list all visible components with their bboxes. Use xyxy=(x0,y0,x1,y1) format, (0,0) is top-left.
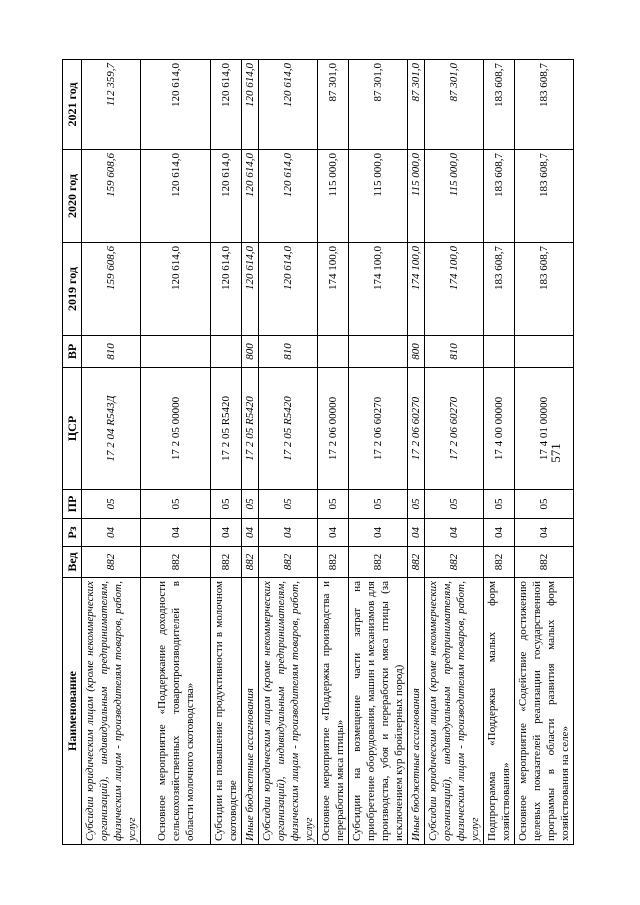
cell-2019: 183 608,7 xyxy=(515,243,574,336)
cell-vr: 800 xyxy=(408,336,425,368)
cell-ved: 882 xyxy=(349,547,408,578)
cell-csr: 17 2 05 R5420 xyxy=(211,368,242,490)
cell-vr xyxy=(349,336,408,368)
cell-rz: 04 xyxy=(408,519,425,547)
cell-2019: 174 100,0 xyxy=(408,243,425,336)
cell-name: Основное мероприятие «Поддержание доходности сельскохозяйственных товаропроизводителей в области молочного скотоводства» xyxy=(141,578,211,845)
cell-2020: 120 614,0 xyxy=(242,150,259,243)
cell-csr: 17 2 06 60270 xyxy=(349,368,408,490)
cell-csr: 17 2 05 00000 xyxy=(141,368,211,490)
cell-name: Основное мероприятие «Поддержка производства и переработки мяса птицы» xyxy=(318,578,349,845)
cell-vr: 800 xyxy=(242,336,259,368)
cell-2021: 87 301,0 xyxy=(349,60,408,150)
col-header-2021: 2021 год xyxy=(63,60,82,150)
table-row xyxy=(349,60,408,845)
cell-ved: 882 xyxy=(515,547,574,578)
cell-pr: 05 xyxy=(425,490,484,519)
cell-ved: 882 xyxy=(141,547,211,578)
cell-csr: 17 2 06 60270 xyxy=(425,368,484,490)
table-row xyxy=(211,60,242,845)
cell-vr xyxy=(515,336,574,368)
cell-vr: 810 xyxy=(425,336,484,368)
cell-rz: 04 xyxy=(242,519,259,547)
cell-rz: 04 xyxy=(141,519,211,547)
cell-2019: 183 608,7 xyxy=(484,243,515,336)
cell-2020: 115 000,0 xyxy=(408,150,425,243)
cell-rz: 04 xyxy=(349,519,408,547)
cell-2020: 183 608,7 xyxy=(484,150,515,243)
table-row xyxy=(141,60,211,845)
cell-2021: 120 614,0 xyxy=(242,60,259,150)
cell-name: Субсидии юридическим лицам (кроме некоммерческих организаций), индивидуальным предпринимателям, физическим лицам - производителям товаров, работ, услуг xyxy=(425,578,484,845)
cell-rz: 04 xyxy=(484,519,515,547)
cell-csr: 17 2 06 60270 xyxy=(408,368,425,490)
cell-2019: 120 614,0 xyxy=(141,243,211,336)
cell-2021: 87 301,0 xyxy=(425,60,484,150)
cell-2021: 120 614,0 xyxy=(259,60,318,150)
cell-vr xyxy=(211,336,242,368)
table-row xyxy=(242,60,259,845)
cell-name: Субсидии юридическим лицам (кроме некоммерческих организаций), индивидуальным предпринимателям, физическим лицам - производителям товаров, работ, услуг xyxy=(259,578,318,845)
cell-ved: 882 xyxy=(318,547,349,578)
cell-2019: 174 100,0 xyxy=(349,243,408,336)
cell-2019: 174 100,0 xyxy=(425,243,484,336)
cell-rz: 04 xyxy=(82,519,141,547)
cell-pr: 05 xyxy=(318,490,349,519)
cell-pr: 05 xyxy=(408,490,425,519)
cell-2021: 120 614,0 xyxy=(211,60,242,150)
cell-vr xyxy=(141,336,211,368)
cell-ved: 882 xyxy=(211,547,242,578)
col-header-csr: ЦСР xyxy=(63,368,82,490)
cell-2021: 120 614,0 xyxy=(141,60,211,150)
table-row xyxy=(484,60,515,845)
cell-pr: 05 xyxy=(515,490,574,519)
cell-2020: 115 000,0 xyxy=(425,150,484,243)
cell-vr xyxy=(318,336,349,368)
cell-2019: 159 608,6 xyxy=(82,243,141,336)
cell-name: Подпрограмма «Поддержка малых форм хозяйствования» xyxy=(484,578,515,845)
cell-name: Субсидии на возмещение части затрат на приобретение оборудования, машин и механизмов для производства, убоя и переработки мяса птицы (за исключением кур бройлерных пород) xyxy=(349,578,408,845)
col-header-name: Наименование xyxy=(63,578,82,845)
cell-pr: 05 xyxy=(242,490,259,519)
cell-rz: 04 xyxy=(515,519,574,547)
cell-ved: 882 xyxy=(408,547,425,578)
cell-csr: 17 2 04 R543Д xyxy=(82,368,141,490)
cell-pr: 05 xyxy=(259,490,318,519)
cell-pr: 05 xyxy=(82,490,141,519)
col-header-pr: ПР xyxy=(63,490,82,519)
cell-csr: 17 2 06 00000 xyxy=(318,368,349,490)
cell-csr: 17 2 05 R5420 xyxy=(259,368,318,490)
cell-2019: 120 614,0 xyxy=(242,243,259,336)
cell-name: Иные бюджетные ассигнования xyxy=(242,578,259,845)
col-header-rz: Рз xyxy=(63,519,82,547)
cell-2020: 115 000,0 xyxy=(349,150,408,243)
cell-vr: 810 xyxy=(259,336,318,368)
cell-pr: 05 xyxy=(141,490,211,519)
cell-2021: 87 301,0 xyxy=(408,60,425,150)
table-header-row xyxy=(63,60,82,845)
cell-vr xyxy=(484,336,515,368)
cell-2021: 87 301,0 xyxy=(318,60,349,150)
page-number: 571 xyxy=(548,442,563,463)
cell-csr: 17 2 05 R5420 xyxy=(242,368,259,490)
cell-2020: 183 608,7 xyxy=(515,150,574,243)
cell-rz: 04 xyxy=(425,519,484,547)
cell-2020: 120 614,0 xyxy=(259,150,318,243)
col-header-ved: Вед xyxy=(63,547,82,578)
cell-name: Основное мероприятие «Содействие достижению целевых показателей реализации государственной программы в области развития малых форм хозяйствования на селе» xyxy=(515,578,574,845)
table-row xyxy=(515,60,574,845)
budget-table-area xyxy=(62,60,590,845)
cell-ved: 882 xyxy=(259,547,318,578)
budget-table xyxy=(62,59,574,845)
cell-name: Субсидии на повышение продуктивности в молочном скотоводстве xyxy=(211,578,242,845)
cell-2020: 120 614,0 xyxy=(141,150,211,243)
cell-2021: 183 608,7 xyxy=(515,60,574,150)
cell-rz: 04 xyxy=(318,519,349,547)
table-row xyxy=(82,60,141,845)
cell-2020: 115 000,0 xyxy=(318,150,349,243)
table-body xyxy=(82,60,574,845)
table-row xyxy=(408,60,425,845)
cell-pr: 05 xyxy=(211,490,242,519)
cell-ved: 882 xyxy=(425,547,484,578)
cell-2021: 112 359,7 xyxy=(82,60,141,150)
cell-ved: 882 xyxy=(242,547,259,578)
cell-2021: 183 608,7 xyxy=(484,60,515,150)
cell-2020: 159 608,6 xyxy=(82,150,141,243)
table-row xyxy=(425,60,484,845)
cell-ved: 882 xyxy=(484,547,515,578)
cell-2020: 120 614,0 xyxy=(211,150,242,243)
cell-rz: 04 xyxy=(211,519,242,547)
cell-csr: 17 4 01 00000 xyxy=(515,368,574,490)
cell-pr: 05 xyxy=(349,490,408,519)
col-header-2020: 2020 год xyxy=(63,150,82,243)
cell-ved: 882 xyxy=(82,547,141,578)
cell-name: Субсидии юридическим лицам (кроме некоммерческих организаций), индивидуальным предпринимателям, физическим лицам - производителям товаров, работ, услуг xyxy=(82,578,141,845)
cell-name: Иные бюджетные ассигнования xyxy=(408,578,425,845)
cell-vr: 810 xyxy=(82,336,141,368)
cell-2019: 120 614,0 xyxy=(211,243,242,336)
cell-pr: 05 xyxy=(484,490,515,519)
cell-2019: 120 614,0 xyxy=(259,243,318,336)
table-row xyxy=(259,60,318,845)
table-row xyxy=(318,60,349,845)
cell-2019: 174 100,0 xyxy=(318,243,349,336)
col-header-vr: ВР xyxy=(63,336,82,368)
col-header-2019: 2019 год xyxy=(63,243,82,336)
cell-csr: 17 4 00 00000 xyxy=(484,368,515,490)
cell-rz: 04 xyxy=(259,519,318,547)
